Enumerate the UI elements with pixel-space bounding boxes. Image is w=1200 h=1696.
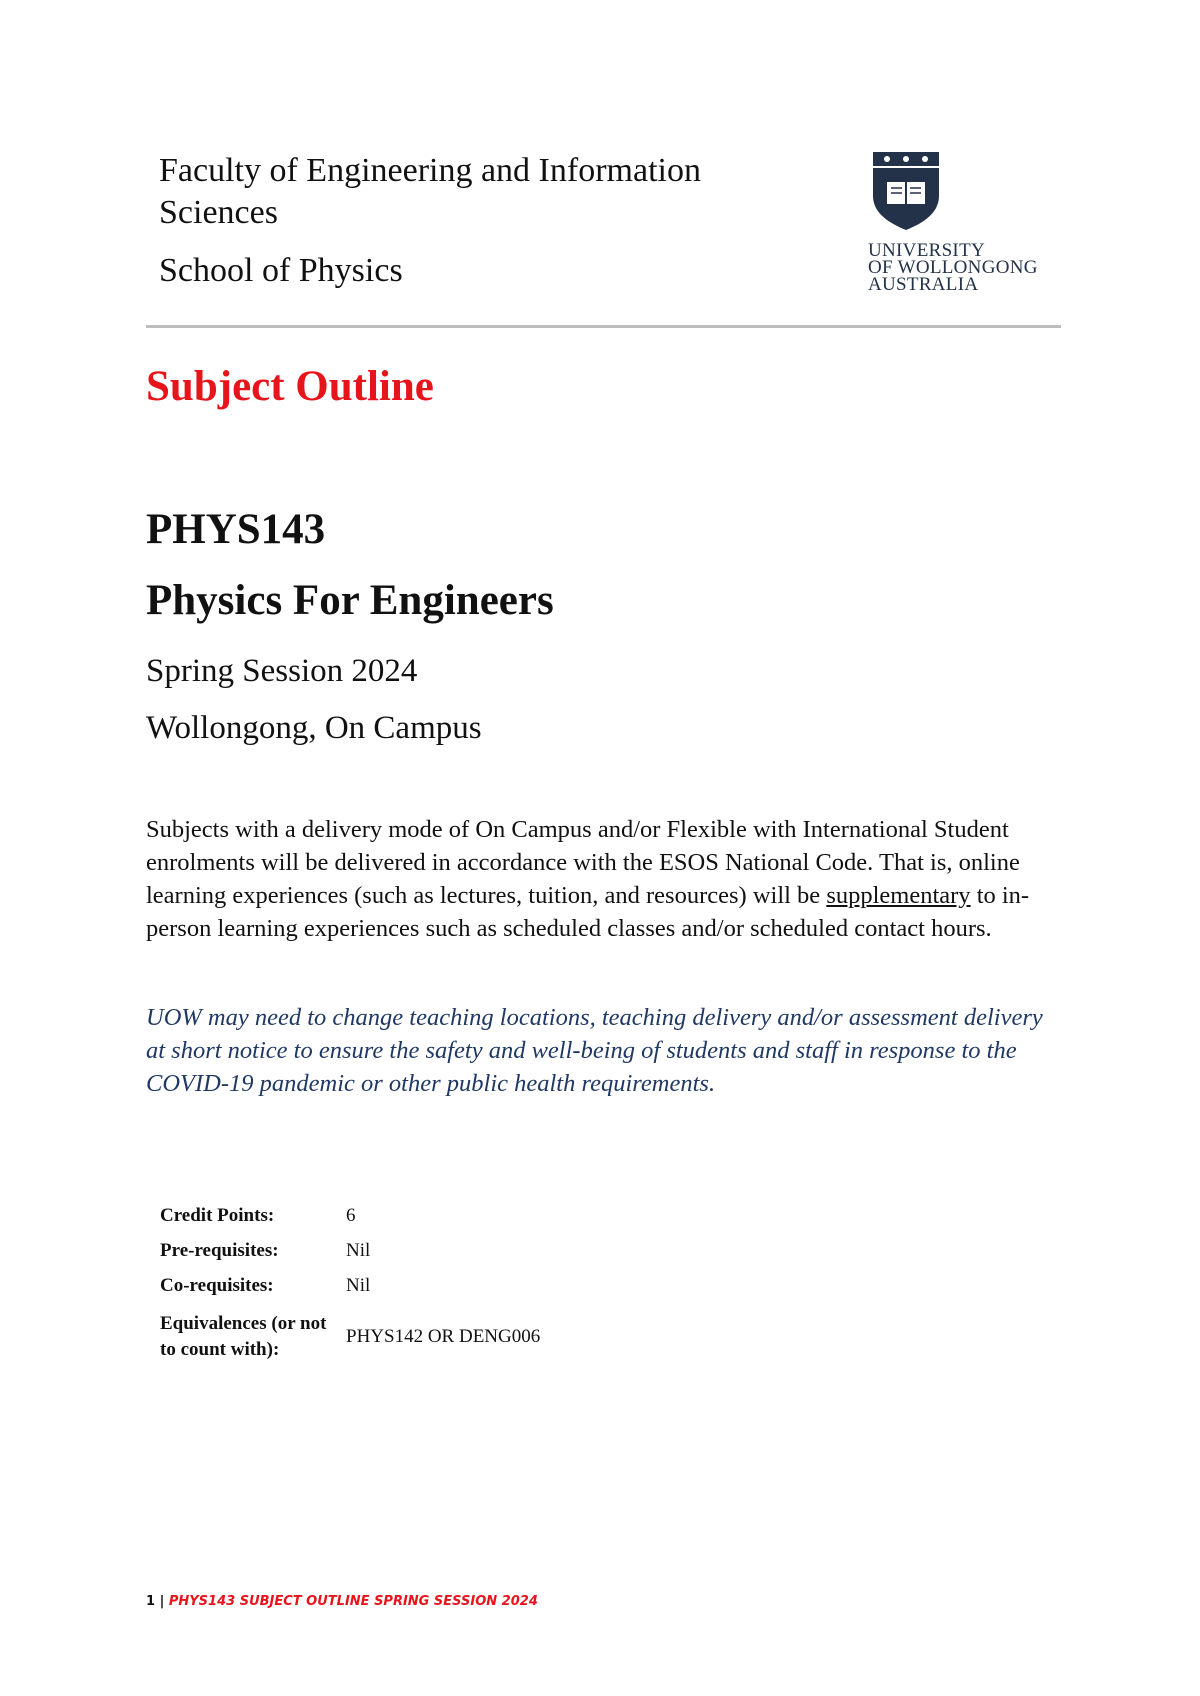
covid-notice: UOW may need to change teaching locations, teaching delivery and/or assessment delivery at short notice to ensure the safety and well-being of students and staff in response to the COVID-19 pandemic or other public health requirements. <box>146 1004 1043 1097</box>
table-row <box>152 1233 548 1268</box>
page-number: 1 | <box>146 1594 169 1609</box>
subject-location: Wollongong, On Campus <box>146 710 482 746</box>
notice-underlined: supplementary <box>826 882 971 909</box>
logo-line-1: UNIVERSITY <box>868 240 985 261</box>
header-divider <box>146 325 1061 328</box>
table-row <box>152 1303 548 1363</box>
info-value: Nil <box>346 1239 371 1261</box>
footer-text: PHYS143 SUBJECT OUTLINE SPRING SESSION 2024 <box>168 1594 538 1609</box>
subject-code: PHYS143 <box>146 506 326 553</box>
table-row <box>152 1198 548 1233</box>
notice-text-end: to in-person learning experiences such as scheduled classes and/or scheduled contact hours. <box>146 882 1030 942</box>
faculty-name: Faculty of Engineering and Information Sciences <box>159 152 701 231</box>
logo-line-2: OF WOLLONGONG <box>868 257 1038 278</box>
logo-line-3: AUSTRALIA <box>868 274 979 295</box>
info-value: 6 <box>346 1204 356 1226</box>
notice-text-start: Subjects with a delivery mode of On Campus and/or Flexible with International Student enrolments will be delivered in accordance with the ESOS National Code. That is, online learning experiences (such as lectures, tuition, and resources) will be <box>146 816 1020 909</box>
info-value: PHYS142 OR DENG006 <box>346 1326 541 1347</box>
info-label: Equivalences (or not to count with): <box>160 1313 327 1360</box>
info-value: Nil <box>346 1274 371 1296</box>
page-footer <box>146 1594 538 1609</box>
subject-name: Physics For Engineers <box>146 577 554 624</box>
table-row <box>152 1268 548 1303</box>
crest-icon <box>873 152 939 230</box>
info-label: Pre-requisites: <box>160 1239 279 1261</box>
school-name: School of Physics <box>159 252 403 289</box>
info-label: Credit Points: <box>160 1204 275 1226</box>
university-logo <box>868 152 1058 293</box>
subject-session: Spring Session 2024 <box>146 653 418 689</box>
subject-info-table <box>152 1198 548 1363</box>
info-label: Co-requisites: <box>160 1274 274 1296</box>
esos-notice <box>146 813 1066 945</box>
document-title: Subject Outline <box>146 363 434 410</box>
